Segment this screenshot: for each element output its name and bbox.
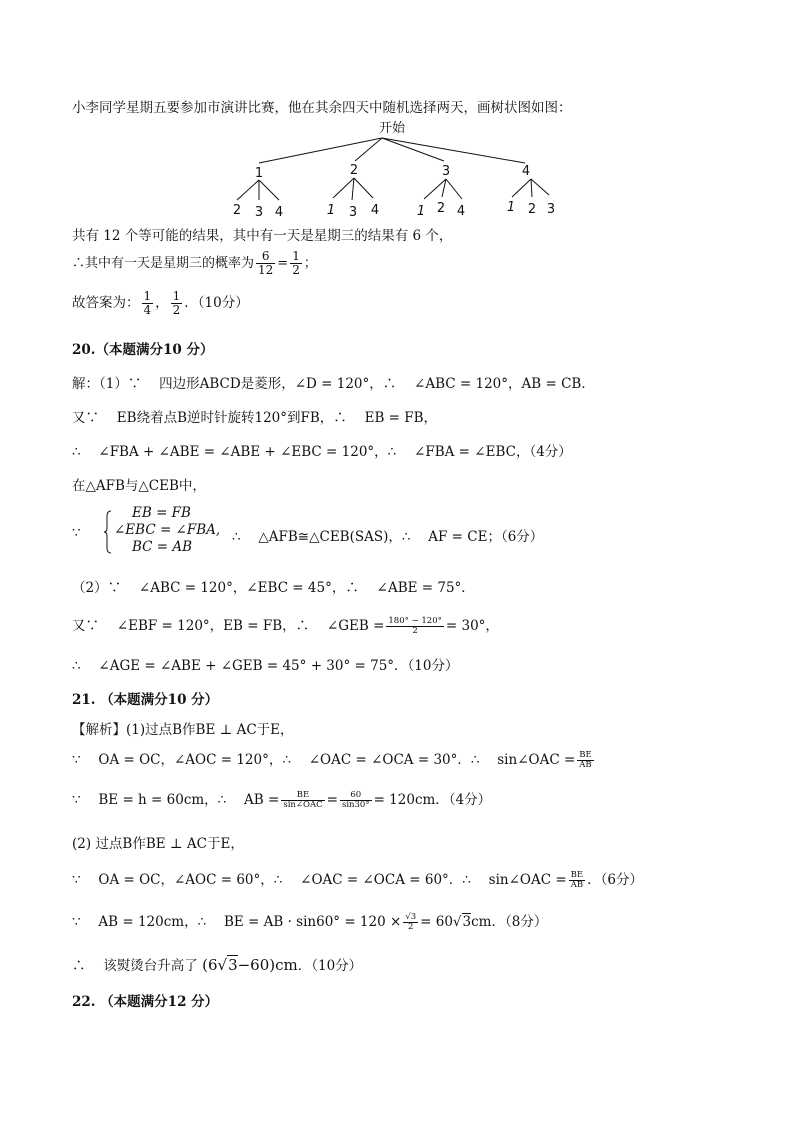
q20-line1: 解：（1）∵ 四边形ABCD是菱形，∠D = 120°，∴ ∠ABC = 120°，AB = CB．: [72, 376, 595, 392]
q20-line6: （2）∵ ∠ABC = 120°，∠EBC = 45°，∴ ∠ABE = 75°．: [72, 580, 475, 596]
tree-leaf: 1: [506, 200, 516, 215]
fraction: $\frac{180^\circ - 120^\circ}{2}$: [388, 615, 442, 636]
tree-root: 开始: [378, 121, 406, 136]
p19-line2: ∴其中有一天是星期三的概率为 $\frac{6}{12}$ = $\frac{1}{2}$ ；: [72, 249, 317, 278]
fraction: $\frac{1}{2}$: [292, 249, 300, 278]
intro-text: 小李同学星期五要参加市演讲比赛，他在其余四天中随机选择两天，画树状图如图：: [72, 100, 572, 116]
tree-leaf: 3: [254, 205, 264, 220]
q20-line4: 在△AFB与△CEB中，: [72, 478, 206, 494]
tree-leaf: 3: [348, 205, 358, 220]
tree-node-4: 4: [521, 164, 531, 179]
p19-answer: 故答案为： $\frac{1}{4}$ ， $\frac{1}{2}$ ．（10分）: [72, 289, 249, 318]
fraction: $\frac{BE}{AB}$: [579, 749, 592, 770]
tree-node-3: 3: [441, 164, 451, 179]
tree-node-1: 1: [254, 166, 264, 181]
tree-leaf: 4: [456, 204, 466, 219]
q20-line8: ∴ ∠AGE = ∠ABE + ∠GEB = 45° + 30° = 75°．（10分）: [72, 658, 459, 674]
q20-line3: ∴ ∠FBA + ∠ABE = ∠ABE + ∠EBC = 120°，∴ ∠FBA = ∠EBC，（4分）: [72, 444, 572, 460]
left-brace: [104, 510, 112, 554]
tree-leaf: 4: [274, 205, 284, 220]
tree-leaf: 2: [436, 201, 446, 216]
q20-line2: 又∵ EB绕着点B逆时针旋转120°到FB，∴ EB = FB，: [72, 410, 438, 426]
p19-line1: 共有 12 个等可能的结果，其中有一天是星期三的结果有 6 个，: [72, 228, 453, 244]
tree-leaf: 4: [370, 203, 380, 218]
q21-line2: ∵ OA = OC，∠AOC = 120°，∴ ∠OAC = ∠OCA = 30°．∴ sin∠OAC = $\frac{BE}{AB}$: [72, 749, 592, 770]
q21-heading: 21. （本题满分10 分）: [72, 692, 219, 708]
tree-leaf: 1: [416, 204, 426, 219]
q21-line6: ∵ AB = 120cm，∴ BE = AB · sin60° = 120 × $\frac{√3}{2}$ = 60√3cm．（8分）: [72, 911, 548, 932]
q21-line3: ∵ BE = h = 60cm，∴ AB = $\frac{BE}{\text{sin∠OAC}}$ = $\frac{60}{\sin 30^\circ}$ = 120cm．（4分）: [72, 789, 492, 810]
q22-heading: 22. （本题满分12 分）: [72, 994, 219, 1010]
fraction: $\frac{√3}{2}$: [405, 911, 417, 932]
tree-leaf: 2: [527, 202, 537, 217]
fraction: $\frac{BE}{\text{sin∠OAC}}$: [283, 789, 323, 810]
tree-leaf: 3: [546, 202, 556, 217]
p19-line2-text: ∴其中有一天是星期三的概率为: [72, 256, 255, 272]
tree-leaf: 2: [232, 203, 242, 218]
equation-system: EB = FB ∠EBC = ∠FBA, BC = AB: [114, 505, 221, 555]
fraction: $\frac{1}{4}$: [143, 289, 152, 318]
q21-line4: (2) 过点B作BE ⊥ AC于E，: [72, 836, 244, 852]
q20-line7: 又∵ ∠EBF = 120°，EB = FB，∴ ∠GEB = $\frac{180^\circ - 120^\circ}{2}$ = 30°，: [72, 615, 499, 636]
q20-line5: ∴ △AFB≅△CEB(SAS)，∴ AF = CE；（6分）: [232, 529, 544, 545]
tree-node-2: 2: [349, 163, 359, 178]
fraction: $\frac{BE}{AB}$: [570, 869, 584, 890]
fraction: $\frac{6}{12}$: [258, 249, 274, 278]
q20-heading: 20.（本题满分10 分）: [72, 342, 214, 358]
tree-leaf: 1: [326, 203, 336, 218]
fraction: $\frac{1}{2}$: [172, 289, 181, 318]
q21-line1: 【解析】(1)过点B作BE ⊥ AC于E，: [72, 722, 294, 738]
result-expression: (6√3−60)cm: [202, 956, 298, 974]
fraction: $\frac{60}{\sin 30^\circ}$: [341, 789, 370, 810]
q21-line7: ∴ 该熨烫台升高了 (6√3−60)cm．（10分）: [72, 956, 363, 974]
q21-line5: ∵ OA = OC，∠AOC = 60°，∴ ∠OAC = ∠OCA = 60°．∴ sin∠OAC = $\frac{BE}{AB}$ ．（6分）: [72, 869, 643, 890]
because-symbol: ∵: [72, 525, 81, 541]
